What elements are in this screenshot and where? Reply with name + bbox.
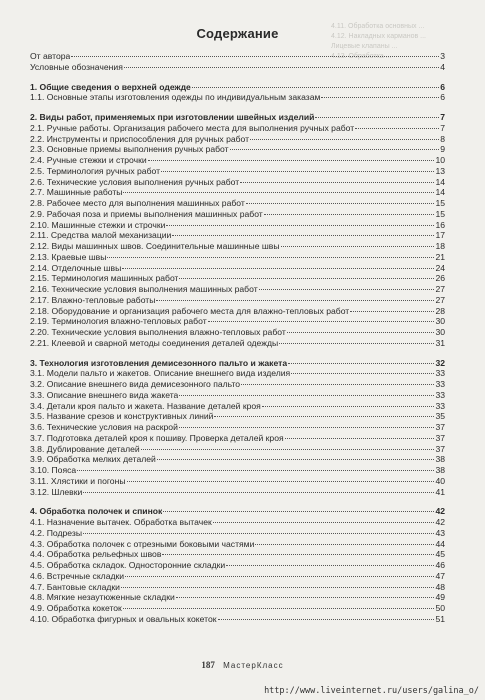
toc-page: [30, 22, 445, 625]
toc-entry-page: 8: [440, 133, 445, 144]
toc-entry-label: 2.21. Клеевой и сварной методы соединения деталей одежды: [30, 337, 279, 348]
toc-entry-page: 43: [435, 527, 445, 538]
toc-entry-page: 37: [435, 443, 445, 454]
toc-entry[interactable]: [30, 51, 445, 62]
toc-entry-label: 2.16. Технические условия выполнения машинных работ: [30, 284, 258, 294]
dot-leader: [291, 373, 434, 374]
toc-entry-label: 2.4. Ручные стежки и строчки: [30, 155, 147, 165]
toc-entry[interactable]: [30, 571, 445, 582]
dot-leader: [124, 67, 439, 68]
dot-leader: [77, 470, 434, 471]
toc-entry[interactable]: [30, 241, 445, 252]
section-gap: [30, 103, 445, 112]
toc-entry-page: 37: [435, 422, 445, 432]
dot-leader: [315, 117, 439, 118]
toc-entry-page: 6: [440, 81, 445, 92]
toc-entry-page: 31: [435, 337, 445, 348]
toc-entry[interactable]: [30, 582, 445, 593]
toc-entry-page: 15: [435, 208, 445, 219]
toc-entry-label: 2.6. Технические условия выполнения ручных работ: [30, 176, 240, 187]
page-footer: [0, 660, 485, 670]
toc-entry-label: 3.4. Детали кроя пальто и жакета. Название деталей кроя: [30, 400, 261, 411]
toc-entry[interactable]: [30, 411, 445, 422]
toc-entry-label: 2.15. Терминология машинных работ: [30, 273, 179, 284]
bleed-line: Лицевые клапаны ...: [331, 43, 398, 50]
toc-entry-page: 26: [435, 273, 445, 284]
toc-entry-label: 3.1. Модели пальто и жакетов. Описание внешнего вида изделия: [30, 368, 291, 379]
toc-entry[interactable]: [30, 433, 445, 444]
toc-entry-label: 2. Виды работ, применяемых при изготовлении швейных изделий: [30, 112, 315, 122]
toc-entry-label: 3.9. Обработка мелких деталей: [30, 454, 156, 465]
dot-leader: [71, 56, 439, 57]
toc-section-heading[interactable]: [30, 358, 445, 369]
dot-leader: [123, 192, 434, 193]
toc-entry-label: 2.5. Терминология ручных работ: [30, 165, 161, 176]
toc-entry[interactable]: [30, 177, 445, 188]
publisher-brand: МастерКласс: [223, 661, 284, 670]
toc-entry-label: 3.10. Пояса: [30, 465, 77, 475]
toc-entry-label: 3.11. Хлястики и погоны: [30, 475, 126, 486]
toc-entry-label: 2.9. Рабочая поза и приемы выполнения машинных работ: [30, 208, 263, 219]
dot-leader: [350, 311, 434, 312]
toc-entry-page: 15: [435, 198, 445, 208]
toc-entry[interactable]: [30, 134, 445, 145]
toc-entry-page: 40: [435, 475, 445, 486]
dot-leader: [156, 300, 434, 301]
toc-entry-label: 3.12. Шлевки: [30, 486, 83, 497]
toc-entry-page: 45: [435, 549, 445, 560]
dot-leader: [148, 160, 435, 161]
toc-entry[interactable]: [30, 444, 445, 455]
toc-entry[interactable]: [30, 62, 445, 73]
toc-entry-page: 35: [435, 411, 445, 422]
toc-entry-label: 4.9. Обработка кокеток: [30, 603, 122, 613]
toc-entry-label: 1.1. Основные этапы изготовления одежды по индивидуальным заказам: [30, 92, 321, 103]
toc-entry-label: 3.6. Технические условия на раскрой: [30, 422, 178, 432]
dot-leader: [179, 278, 434, 279]
toc-entry[interactable]: [30, 144, 445, 155]
toc-entry[interactable]: [30, 603, 445, 614]
dot-leader: [162, 554, 434, 555]
toc-entry-label: 4.2. Подрезы: [30, 527, 82, 538]
toc-entry-label: 3.8. Дублирование деталей: [30, 443, 140, 454]
toc-entry-label: 2.14. Отделочные швы: [30, 262, 122, 273]
toc-entry-page: 14: [435, 187, 445, 198]
dot-leader: [259, 289, 435, 290]
toc-entry[interactable]: [30, 220, 445, 231]
toc-entry-label: 2.13. Краевые швы: [30, 251, 107, 262]
toc-entry[interactable]: [30, 306, 445, 317]
dot-leader: [179, 395, 434, 396]
page-title: Содержание: [196, 26, 279, 41]
toc-entry[interactable]: [30, 230, 445, 241]
dot-leader: [262, 406, 435, 407]
toc-entry-label: Условные обозначения: [30, 61, 123, 72]
toc-entry-label: 2.11. Средства малой механизации: [30, 230, 172, 241]
toc-entry-page: 14: [435, 176, 445, 187]
bleed-line: 4.13. Обработка ...: [331, 53, 392, 60]
toc-entry-label: 4.5. Обработка складок. Односторонние складки: [30, 560, 226, 570]
toc-entry[interactable]: [30, 465, 445, 476]
toc-entry[interactable]: [30, 401, 445, 412]
toc-entry[interactable]: [30, 327, 445, 338]
toc-entry-page: 24: [435, 262, 445, 273]
toc-entry-page: 4: [440, 61, 445, 72]
toc-entry-page: 46: [435, 560, 445, 570]
toc-entry-page: 49: [435, 592, 445, 603]
toc-entry-page: 28: [435, 305, 445, 316]
toc-entry-label: 1. Общие сведения о верхней одежде: [30, 81, 191, 92]
dot-leader: [176, 597, 435, 598]
toc-entry[interactable]: [30, 263, 445, 274]
dot-leader: [179, 427, 435, 428]
dot-leader: [321, 97, 439, 98]
toc-entry-label: 4.7. Бантовые складки: [30, 581, 120, 592]
dot-leader: [161, 171, 434, 172]
toc-entry[interactable]: [30, 614, 445, 625]
dot-leader: [192, 87, 439, 88]
dot-leader: [166, 225, 434, 226]
toc-entry-label: 2.8. Рабочее место для выполнения машинных работ: [30, 198, 245, 208]
dot-leader: [288, 363, 434, 364]
toc-entry-label: 4.3. Обработка полочек с отрезными боковыми частями: [30, 538, 255, 549]
toc-entry[interactable]: [30, 379, 445, 390]
dot-leader: [264, 214, 435, 215]
toc-entry-page: 38: [435, 465, 445, 475]
dot-leader: [226, 565, 434, 566]
toc-entry-page: 7: [440, 122, 445, 133]
dot-leader: [213, 522, 435, 523]
toc-entry-page: 13: [435, 165, 445, 176]
toc-entry-label: 4. Обработка полочек и спинок: [30, 506, 163, 517]
toc-entry-page: 41: [435, 486, 445, 497]
table-of-contents: [30, 51, 445, 625]
dot-leader: [287, 332, 435, 333]
dot-leader: [83, 533, 434, 534]
dot-leader: [157, 459, 435, 460]
watermark-url[interactable]: http://www.liveinternet.ru/users/galina_o/: [264, 686, 479, 696]
dot-leader: [355, 128, 439, 129]
toc-entry-label: 2.18. Оборудование и организация рабочего места для влажно-тепловых работ: [30, 305, 350, 316]
dot-leader: [281, 246, 435, 247]
toc-entry-page: 33: [435, 379, 445, 389]
dot-leader: [83, 492, 434, 493]
toc-entry[interactable]: [30, 390, 445, 401]
toc-entry[interactable]: [30, 549, 445, 560]
toc-entry-page: 38: [435, 454, 445, 465]
toc-entry-page: 50: [435, 603, 445, 613]
toc-entry[interactable]: [30, 476, 445, 487]
dot-leader: [250, 139, 439, 140]
toc-entry[interactable]: [30, 155, 445, 166]
toc-entry[interactable]: [30, 487, 445, 498]
toc-entry-page: 51: [435, 613, 445, 624]
section-gap: [30, 497, 445, 506]
dot-leader: [208, 321, 435, 322]
bleed-line: 4.12. Накладных карманов ...: [331, 33, 426, 40]
section-gap: [30, 73, 445, 82]
toc-entry-page: 10: [435, 155, 445, 165]
toc-entry[interactable]: [30, 284, 445, 295]
toc-entry-label: 2.3. Основные приемы выполнения ручных работ: [30, 144, 229, 155]
toc-entry[interactable]: [30, 368, 445, 379]
toc-entry-label: 2.19. Терминология влажно-тепловых работ: [30, 316, 207, 327]
toc-entry-page: 33: [435, 400, 445, 411]
toc-entry-page: 37: [435, 432, 445, 443]
bleed-line: 4.11. Обработка основных ...: [331, 23, 425, 30]
toc-entry-page: 9: [440, 144, 445, 155]
dot-leader: [241, 384, 434, 385]
toc-entry-page: 30: [435, 327, 445, 337]
dot-leader: [123, 608, 435, 609]
toc-entry[interactable]: [30, 422, 445, 433]
toc-entry[interactable]: [30, 187, 445, 198]
toc-section-heading[interactable]: [30, 112, 445, 123]
toc-entry[interactable]: [30, 539, 445, 550]
toc-entry[interactable]: [30, 295, 445, 306]
toc-entry-page: 27: [435, 294, 445, 305]
toc-entry[interactable]: [30, 209, 445, 220]
toc-entry-label: 4.1. Назначение вытачек. Обработка вытачек: [30, 517, 212, 527]
dot-leader: [107, 257, 434, 258]
toc-entry-page: 18: [435, 241, 445, 251]
dot-leader: [122, 268, 434, 269]
dot-leader: [279, 343, 434, 344]
toc-entry-page: 21: [435, 251, 445, 262]
toc-entry-label: 2.20. Технические условия выполнения влажно-тепловых работ: [30, 327, 286, 337]
toc-entry[interactable]: [30, 316, 445, 327]
toc-entry-page: 7: [440, 112, 445, 122]
page-number: 187: [201, 660, 215, 670]
dot-leader: [127, 481, 435, 482]
toc-entry-label: 2.17. Влажно-тепловые работы: [30, 294, 156, 305]
toc-entry-label: 2.2. Инструменты и приспособления для ручных работ: [30, 133, 250, 144]
toc-entry-page: 47: [435, 570, 445, 581]
toc-entry[interactable]: [30, 273, 445, 284]
dot-leader: [240, 182, 434, 183]
toc-entry[interactable]: [30, 92, 445, 103]
toc-entry-label: 4.10. Обработка фигурных и овальных кокеток: [30, 613, 217, 624]
toc-entry-page: 32: [435, 357, 445, 368]
toc-entry-page: 30: [435, 316, 445, 327]
toc-entry-label: 4.8. Мягкие незаутюженные складки: [30, 592, 175, 603]
dot-leader: [141, 449, 435, 450]
toc-entry-label: 2.1. Ручные работы. Организация рабочего места для выполнения ручных работ: [30, 122, 355, 133]
dot-leader: [172, 235, 434, 236]
toc-entry-label: 2.10. Машинные стежки и строчки: [30, 219, 166, 230]
toc-entry[interactable]: [30, 338, 445, 349]
toc-entry-label: 3.3. Описание внешнего вида жакета: [30, 389, 179, 400]
dot-leader: [218, 619, 435, 620]
toc-entry[interactable]: [30, 252, 445, 263]
toc-entry-page: 48: [435, 581, 445, 592]
toc-entry-label: 4.4. Обработка рельефных швов: [30, 549, 162, 560]
dot-leader: [121, 587, 435, 588]
toc-entry-page: 16: [435, 219, 445, 230]
toc-section-heading[interactable]: [30, 506, 445, 517]
toc-entry-label: 2.7. Машинные работы: [30, 187, 123, 198]
dot-leader: [230, 149, 440, 150]
toc-entry-label: 4.6. Встречные складки: [30, 570, 125, 581]
toc-entry-label: 3. Технология изготовления демисезонного пальто и жакета: [30, 357, 288, 368]
toc-entry-page: 42: [435, 517, 445, 527]
toc-entry[interactable]: [30, 166, 445, 177]
toc-entry-page: 27: [435, 284, 445, 294]
toc-entry[interactable]: [30, 123, 445, 134]
toc-entry-label: 3.7. Подготовка деталей кроя к пошиву. Проверка деталей кроя: [30, 432, 284, 443]
dot-leader: [246, 203, 435, 204]
toc-entry[interactable]: [30, 454, 445, 465]
toc-entry-page: 33: [435, 368, 445, 379]
dot-leader: [125, 576, 434, 577]
dot-leader: [255, 544, 434, 545]
dot-leader: [214, 416, 434, 417]
toc-entry[interactable]: [30, 517, 445, 528]
toc-entry-label: 2.12. Виды машинных швов. Соединительные машинные швы: [30, 241, 280, 251]
toc-entry[interactable]: [30, 528, 445, 539]
toc-entry[interactable]: [30, 592, 445, 603]
toc-entry[interactable]: [30, 198, 445, 209]
toc-entry-page: 6: [440, 92, 445, 103]
dot-leader: [163, 511, 434, 512]
toc-entry-label: От автора: [30, 51, 71, 61]
toc-entry-label: 3.2. Описание внешнего вида демисезонного пальто: [30, 379, 241, 389]
dot-leader: [285, 438, 435, 439]
toc-entry-page: 33: [435, 389, 445, 400]
toc-section-heading[interactable]: [30, 82, 445, 93]
toc-entry[interactable]: [30, 560, 445, 571]
toc-entry-page: 42: [435, 506, 445, 517]
toc-entry-page: 3: [440, 51, 445, 61]
toc-entry-page: 17: [435, 230, 445, 241]
toc-entry-label: 3.5. Название срезов и конструктивных линий: [30, 411, 214, 422]
toc-entry-page: 44: [435, 538, 445, 549]
section-gap: [30, 349, 445, 358]
